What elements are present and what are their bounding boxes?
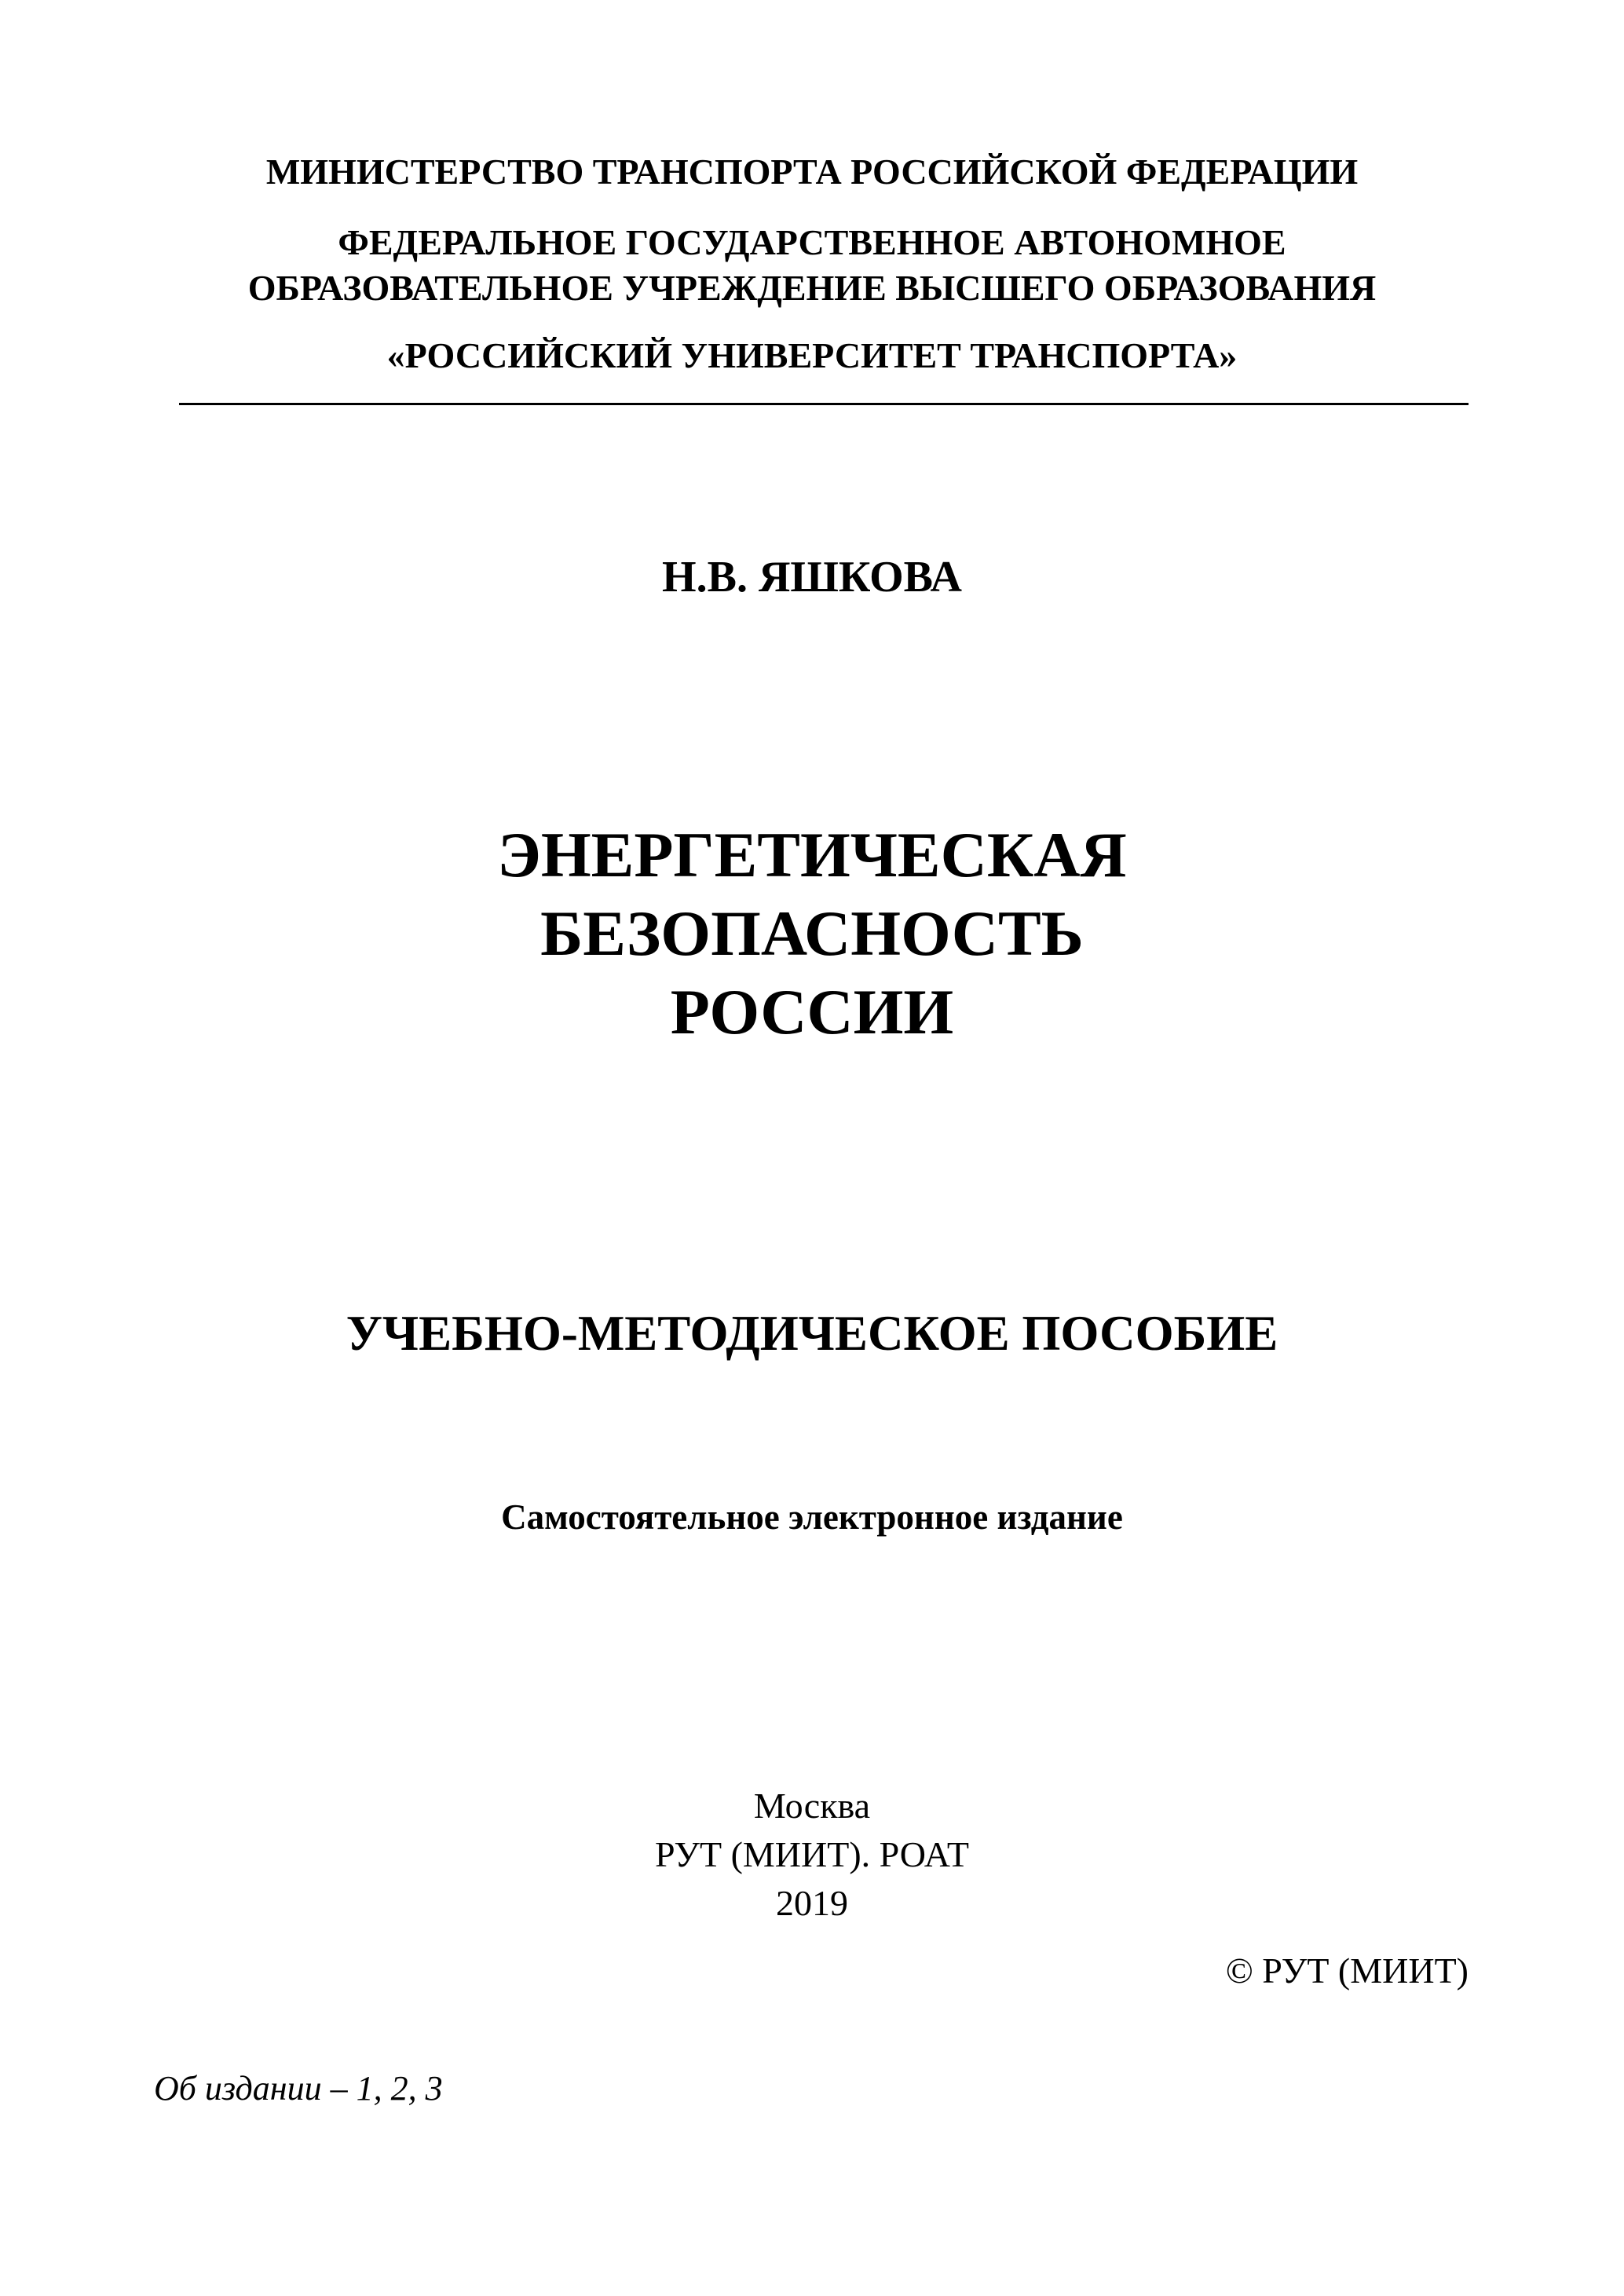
university-name: «РОССИЙСКИЙ УНИВЕРСИТЕТ ТРАНСПОРТА» — [386, 335, 1238, 375]
book-title-line-1: ЭНЕРГЕТИЧЕСКАЯ — [497, 819, 1127, 890]
book-title-line-2: БЕЗОПАСНОСТЬ — [540, 898, 1084, 969]
imprint-city: Москва — [753, 1786, 871, 1826]
institution-name-line-1: ФЕДЕРАЛЬНОЕ ГОСУДАРСТВЕННОЕ АВТОНОМНОЕ — [338, 222, 1286, 262]
imprint-publisher: РУТ (МИИТ). РОАТ — [654, 1834, 970, 1874]
author-name: Н.В. ЯШКОВА — [662, 553, 962, 601]
book-subtitle: УЧЕБНО-МЕТОДИЧЕСКОЕ ПОСОБИЕ — [346, 1306, 1278, 1361]
header-divider — [179, 403, 1469, 405]
about-edition-link[interactable]: Об издании – 1, 2, 3 — [154, 2069, 443, 2108]
edition-type: Самостоятельное электронное издание — [501, 1497, 1123, 1537]
imprint-year: 2019 — [776, 1883, 848, 1923]
institution-name-line-2: ОБРАЗОВАТЕЛЬНОЕ УЧРЕЖДЕНИЕ ВЫСШЕГО ОБРАЗОВАНИЯ — [247, 268, 1377, 308]
ministry-name: МИНИСТЕРСТВО ТРАНСПОРТА РОССИЙСКОЙ ФЕДЕРАЦИИ — [265, 152, 1359, 192]
copyright-notice: © РУТ (МИИТ) — [1225, 1951, 1469, 1991]
book-title-line-3: РОССИИ — [670, 976, 954, 1047]
